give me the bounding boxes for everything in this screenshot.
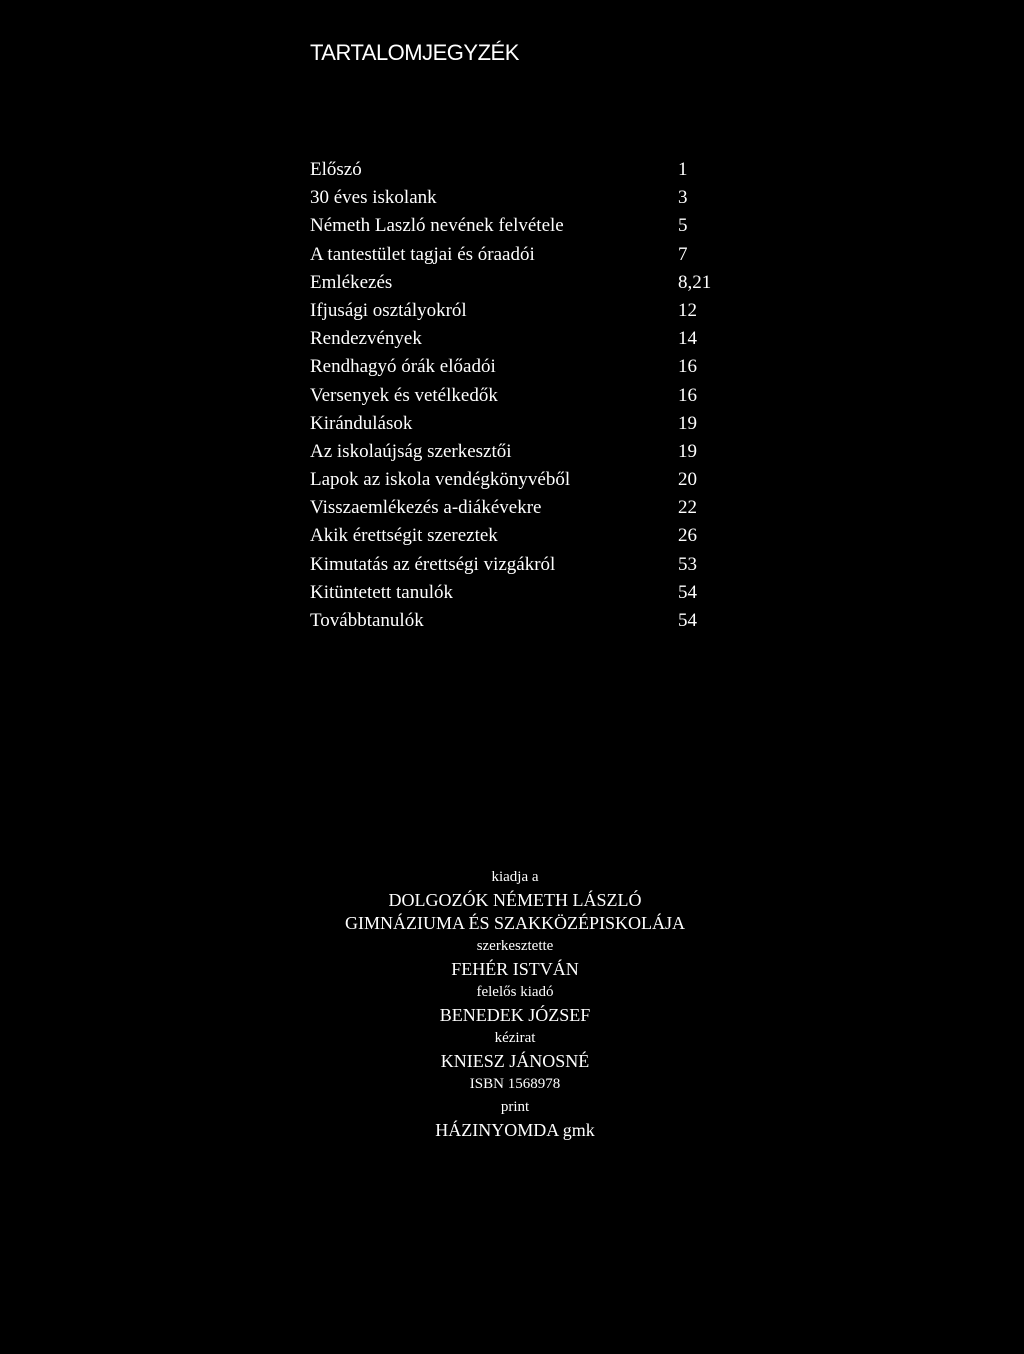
toc-entry-title: Visszaemlékezés a-diákévekre <box>310 497 542 519</box>
imprint-line: felelős kiadó <box>476 984 554 1000</box>
toc-entry-title: Emlékezés <box>310 271 393 293</box>
toc-entry-page: 54 <box>678 610 697 631</box>
toc-entry-page: 1 <box>678 159 688 180</box>
toc-entry <box>310 269 720 297</box>
toc-entry-page: 12 <box>678 299 697 321</box>
imprint-block <box>310 866 720 1142</box>
toc-entry-page: 7 <box>678 243 688 265</box>
toc-entry-page: 16 <box>678 384 697 406</box>
toc-entry-page: 20 <box>678 469 697 491</box>
imprint-line: DOLGOZÓK NÉMETH LÁSZLÓ <box>388 890 642 910</box>
toc-entry-page: 3 <box>678 187 688 209</box>
table-of-contents <box>310 156 720 635</box>
toc-entry <box>310 551 720 579</box>
imprint-line: kézirat <box>494 1030 536 1046</box>
toc-entry-title: Rendhagyó órák előadói <box>310 356 496 378</box>
toc-entry-title: Kitüntetett tanulók <box>310 581 454 603</box>
toc-entry <box>310 156 720 184</box>
toc-entry-page: 16 <box>678 356 697 378</box>
toc-entry <box>310 382 720 410</box>
toc-entry-title: Kimutatás az érettségi vizgákról <box>310 553 556 575</box>
imprint-line: BENEDEK JÓZSEF <box>439 1005 591 1025</box>
toc-entry-title: Előszó <box>310 159 362 180</box>
toc-entry-page: 22 <box>678 497 697 519</box>
toc-entry <box>310 184 720 212</box>
toc-entry-title: Rendezvények <box>310 328 422 350</box>
toc-entry <box>310 353 720 381</box>
imprint-line: ISBN 1568978 <box>469 1076 561 1092</box>
toc-entry-page: 53 <box>678 553 697 575</box>
toc-entry-title: Kirándulások <box>310 412 413 434</box>
toc-entry <box>310 241 720 269</box>
toc-entry-title: 30 éves iskolank <box>310 187 437 209</box>
toc-entry <box>310 494 720 522</box>
toc-entry-page: 8,21 <box>678 271 712 293</box>
imprint-line: HÁZINYOMDA gmk <box>435 1120 595 1140</box>
toc-entry <box>310 297 720 325</box>
toc-entry <box>310 579 720 607</box>
toc-entry-title: Ifjusági osztályokról <box>310 299 467 321</box>
toc-entry <box>310 212 720 240</box>
toc-entry-page: 19 <box>678 412 697 434</box>
toc-entry-page: 5 <box>678 215 688 237</box>
toc-entry-title: Lapok az iskola vendégkönyvéből <box>310 469 571 491</box>
toc-entry <box>310 438 720 466</box>
page-title: TARTALOMJEGYZÉK <box>310 40 519 65</box>
toc-entry-page: 54 <box>678 581 697 603</box>
toc-entry <box>310 410 720 438</box>
imprint-line: KNIESZ JÁNOSNÉ <box>440 1051 590 1071</box>
toc-entry <box>310 325 720 353</box>
toc-entry-page: 26 <box>678 525 697 547</box>
toc-entry <box>310 607 720 635</box>
toc-entry-title: Versenyek és vetélkedők <box>310 384 498 406</box>
imprint-line: kiadja a <box>491 869 539 885</box>
toc-entry-title: Az iskolaújság szerkesztői <box>310 440 512 462</box>
toc-entry <box>310 522 720 550</box>
toc-entry-page: 14 <box>678 328 697 350</box>
toc-entry-page: 19 <box>678 440 697 462</box>
toc-entry-title: A tantestület tagjai és óraadói <box>310 243 535 265</box>
imprint-line: print <box>500 1099 530 1115</box>
toc-entry <box>310 466 720 494</box>
toc-entry-title: Továbbtanulók <box>310 610 424 631</box>
toc-entry-title: Németh Laszló nevének felvétele <box>310 215 564 237</box>
imprint-line: GIMNÁZIUMA ÉS SZAKKÖZÉPISKOLÁJA <box>344 913 685 933</box>
imprint-line: szerkesztette <box>476 938 554 954</box>
toc-entry-title: Akik érettségit szereztek <box>310 525 498 547</box>
imprint-line: FEHÉR ISTVÁN <box>451 959 579 979</box>
